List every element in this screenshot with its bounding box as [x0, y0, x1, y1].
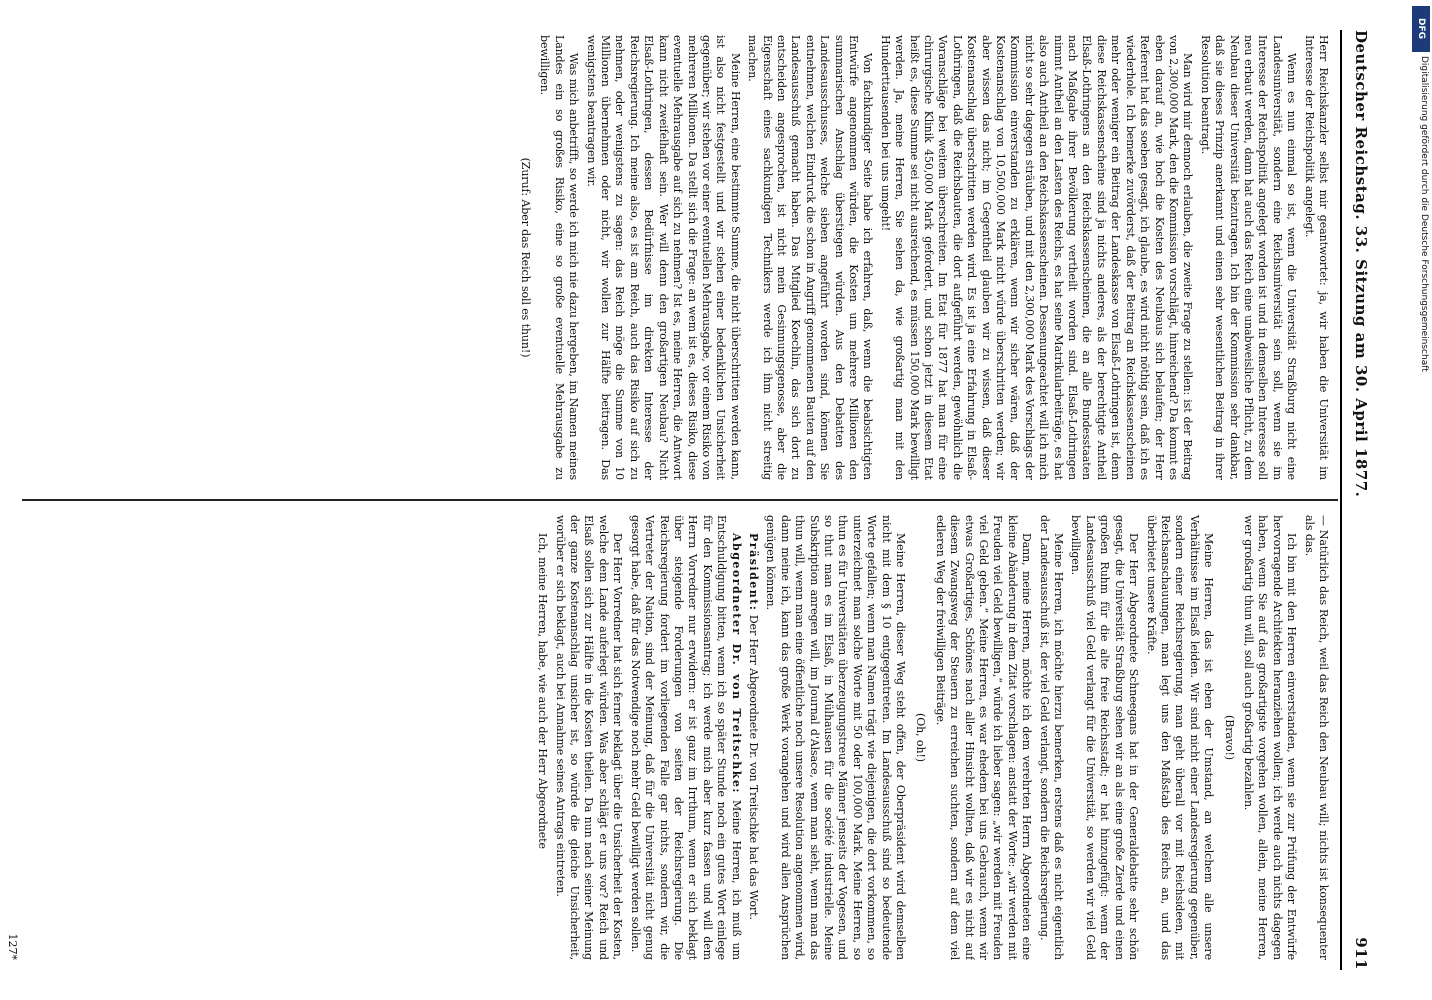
dfg-logo: DFG [1412, 6, 1430, 52]
paragraph: Herr Reichskanzler selbst mir geantwortet: ja, wir haben die Universität im Interesse der Reichspolitik angelegt. [1302, 35, 1330, 480]
paragraph: Der Herr Vorredner hat sich ferner beklagt über die Unsicherheit der Kosten, welche dem Lande auferlegt würden. Was aber schlägt er uns vor? Reich und Elsaß sollen sich zur Hälfte in die Kosten theilen. Da nun nach seiner Meinung der ganze Kostenanschlag unsicher ist, so würde die gleiche Unsicherheit, worüber er sich beklagt, auch bei Annahme seines Antrags eintreten. [553, 515, 625, 960]
paragraph: Der Herr Abgeordnete Schneegans hat in der Generaldebatte sehr schön gesagt, die Universität Straßburg sehen wir an als eine große Zierde und einen großen Ruhm für die alte freie Reichsstadt; er hat hinzugefügt: wenn der Landesausschuß viel Geld verlangt für die Universität, so werden wir viel Geld bewilligen. [1069, 515, 1141, 960]
column-rule [22, 499, 1338, 501]
paragraph: Meine Herren, dieser Weg steht offen, der Oberpräsident wird demselben nicht mit dem § 10 entgegentreten. Im Landesausschuß sind so bedeutende Worte gefallen; wenn man Namen trägt wie diejenigen, die dort vorkommen, so unterzeichnet man solche Worte mit 50 oder 100,000 Mark. Meine Herren, so thun es für Universitäten überzeugungstreue Männer jenseits der Vogesen, und so thut man es im Elsaß, in Mülhausen für die société industrielle. Meine Subskription anregen will, im Journal d'Alsace, wenn man sieht, wenn man das thun will, wenn man eine öffentliche noch unsere Resolution angenommen wird, dann meine ich, kann das große Werk vorangehen und wird allen Ansprüchen genügen können. [764, 515, 908, 960]
speaker-label: Präsident: [746, 533, 760, 612]
left-column [20, 35, 1330, 480]
president-paragraph [746, 515, 760, 960]
paragraph: Dann, meine Herren, möchte ich dem verehrten Herrn Abgeordneten eine kleine Abänderung in dem Zitat vorschlagen: anstatt der Worte: „wir werden mit Freuden viel Geld bewilligen,“ würde ich lieber sagen: „wir werden mit Freuden viel Geld geben.“ Meine Herren, es war ehedem bei uns Gebrauch, wenn wir etwas Großartiges, Schönes nach aller Hinsicht wollten, daß wir es nicht auf diesem Zwangsweg der Steuern zu erreichen suchten, sondern auf dem viel edleren Weg der freiwilligen Beiträge. [933, 515, 1034, 960]
paragraph: Ich bin mit den Herren einverstanden, wenn sie zur Prüfung der Entwürfe hervorragende Architekten heranziehen wollen; ich werde auch nichts dagegen haben, wenn Sie auf das großartigste vorgehen wollen, allein, meine Herren, wer großartig thun will, soll auch großartig bezahlen. [1241, 515, 1299, 960]
treitschke-paragraph [627, 515, 742, 960]
speech-text: Der Herr Abgeordnete Dr. von Treitschke hat das Wort. [746, 614, 760, 920]
signature-mark: 127* [6, 933, 19, 960]
paragraph: Meine Herren, eine bestimmte Summe, die nicht überschritten werden kann, ist also nicht festgestellt und wir stehen einer bedenklichen Unsicherheit gegenüber; wir stehen vor einer eventuellen Mehrausgabe, vor einem Risiko von mehreren Millionen. Da stellt sich die Frage: an wem ist es, dieses Risiko, diese eventuelle Mehrausgabe auf sich zu nehmen? Ist es, meine Herren, die Antwort kann nicht zweifelhaft sein. Wer will denn den großartigen Neubau? Nicht Elsaß-Lothringen, dessen Bedürfnisse im direkten Interesse der Reichsregierung. Ich meine also, es ist am Reich, auch das Risiko auf sich zu nehmen, oder wenigstens zu sagen: das Reich möge die Summe von 10 Millionen übernehmen oder nicht, wir wollen zur Hälfte beitragen. Das wenigstens beantragen wir. [584, 35, 742, 480]
header-rule [1340, 30, 1342, 970]
speech-text: Meine Herren, ich muß um Entschuldigung bitten, wenn ich so später Stunde noch ein gutes Wort einlege für den Kommissionsantrag; ich werde mich aber kurz fassen und will dem Herrn Vorredner nur erwidern: er ist ganz im Irrthum, wenn er sich beklagt über steigende Forderungen von seiten der Reichsregierung. Die Reichsregierung fordert im vorliegenden Falle gar nichts, sondern wir, die Vertreter der Nation, sind der Meinung, daß für die Universität nicht genug gesorgt habe, daß für das Notwendige noch mehr Geld bewilligt werden sollen. [628, 515, 743, 960]
paragraph: Was mich anbetrifft, so werde ich mich nie dazu hergeben, im Namen meines Landes ein so großes Risiko, eine so große eventuelle Mehrausgabe zu bewilligen. [538, 35, 581, 480]
paragraph: Ich, meine Herren, habe, wie auch der Herr Abgeordnete [536, 533, 550, 849]
paragraph: Wenn es nun einmal so ist, wenn die Universität Straßburg nicht eine Landesuniversität, sondern eine Reichsuniversität sein soll, wenn sie im Interesse der Reichspolitik angelegt worden ist und in demselben Interesse soll neu erbaut werden, dann hat auch das Reich eine unabweisliche Pflicht, zu dem Neubau dieser Universität beizutragen. Ich bin der Kommission sehr dankbar, daß sie dieses Prinzip anerkannt und einen sehr wesentlichen Beitrag in ihrer Resolution beantragt. [1198, 35, 1299, 480]
dfg-credit: Digitalisierung gefördert durch die Deutsche Forschungsgemeinschaft [1419, 56, 1429, 372]
paragraph: Meine Herren, das ist eben der Umstand, an welchem alle unsere Verhältnisse im Elsaß leiden. Wir sind nicht einer Landesregierung gegenüber, sondern einer Reichsregierung, man geht überall vor mit Reichsideen, mit Reichsanschauungen, man legt uns den Maßstab des Reichs an, und das überbietet unsere Kräfte. [1144, 515, 1216, 960]
paragraph: Man wird mir dennoch erlauben, die zweite Frage zu stellen: ist der Beitrag von 2,300,000 Mark, den die Kommission vorschlägt, hinreichend? Da kommt es eben darauf an, wie hoch die Kosten des Neubaus sich belaufen; der Herr Referent hat das soeben gesagt, ich glaube, es wird nicht nöthig sein, daß ich es wiederhole. Ich bemerke zuvörderst, daß der Beitrag an Reichskassenscheinen mehr oder weniger ein Beitrag der Landeskasse von Elsaß-Lothringen ist, denn diese Reichskassenscheine sind ja nichts anderes, als der berechtigte Antheil Elsaß-Lothringens an den Reichskassenscheinen, die an alle Bundesstaaten nach Maßgabe ihrer Bevölkerung vertheilt worden sind. Elsaß-Lothringen nimmt Antheil an den Lasten des Reichs, es hat seine Matrikularbeiträge, es hat also auch Antheil an den Reichskassenscheinen. Dessenungeachtet will ich mich nicht so sehr dagegen sträuben, und mit den 2,300,000 Mark des Vorschlags der Kommission einverstanden zu erklären, wenn wir sicher wären, daß der Kostenanschlag von 10,500,000 Mark nicht würde überschritten werden; wir aber wissen das nicht; im Gegentheil glauben wir zu wissen, daß dieser Kostenanschlag überschritten werden wird. Es ist ja eine Erfahrung in Elsaß-Lothringen, daß die Reichsbauten, die dort aufgeführt werden, gewöhnlich die Voranschläge bei weitem überschreiten. Im Etat für 1877 hat man für eine chirurgische Klinik 450,000 Mark gefordert, und schon jetzt in diesem Etat heißt es, diese Summe sei nicht ausreichend, es müssen 150,000 Mark bewilligt werden. Ja, meine Herren, Sie sehen da, wie großartig man mit den Hunderttausenden bei uns umgeht! [878, 35, 1195, 480]
page-number: 911 [1352, 937, 1370, 970]
speaker-label: Abgeordneter Dr. von Treitschke: [729, 533, 743, 794]
paragraph: — Natürlich das Reich, weil das Reich den Neubau will; nichts ist konsequenter als das. [1302, 515, 1330, 960]
paragraph: Meine Herren, ich möchte hierzu bemerken, erstens daß es nicht eigentlich der Landesausschuß ist, der viel Geld verlangt, sondern die Reichsregierung. [1037, 515, 1066, 960]
interjection: (Oh, oh!) [914, 713, 928, 762]
interjection: (Bravo!) [1222, 715, 1236, 760]
page-header [1342, 30, 1378, 970]
right-column [20, 515, 1330, 960]
interjection: (Zuruf: Aber das Reich soll es thun!) [519, 157, 533, 358]
paragraph: Von fachkundiger Seite habe ich erfahren, daß, wenn die beabsichtigten Entwürfe angenommen würden, die Kosten um mehrere Millionen den summarischen Anschlag überstiegen würden. Aus den Debatten des Landesausschusses, welche sieben angeführt worden sind, können Sie entnehmen, welchen Eindruck die schon in Angriff genommenen Bauten auf den Landesausschuß gemacht haben. Das Mitglied Koechlin, das sich dort zu entscheiden angesprochen, ist nicht mein Gesinnungsgenosse, aber die Eigenschaft eines sachkundigen Technikers werde ich ihm nicht streitig machen. [746, 35, 875, 480]
running-head: Deutscher Reichstag. 33. Sitzung am 30. April 1877. [1352, 30, 1370, 498]
